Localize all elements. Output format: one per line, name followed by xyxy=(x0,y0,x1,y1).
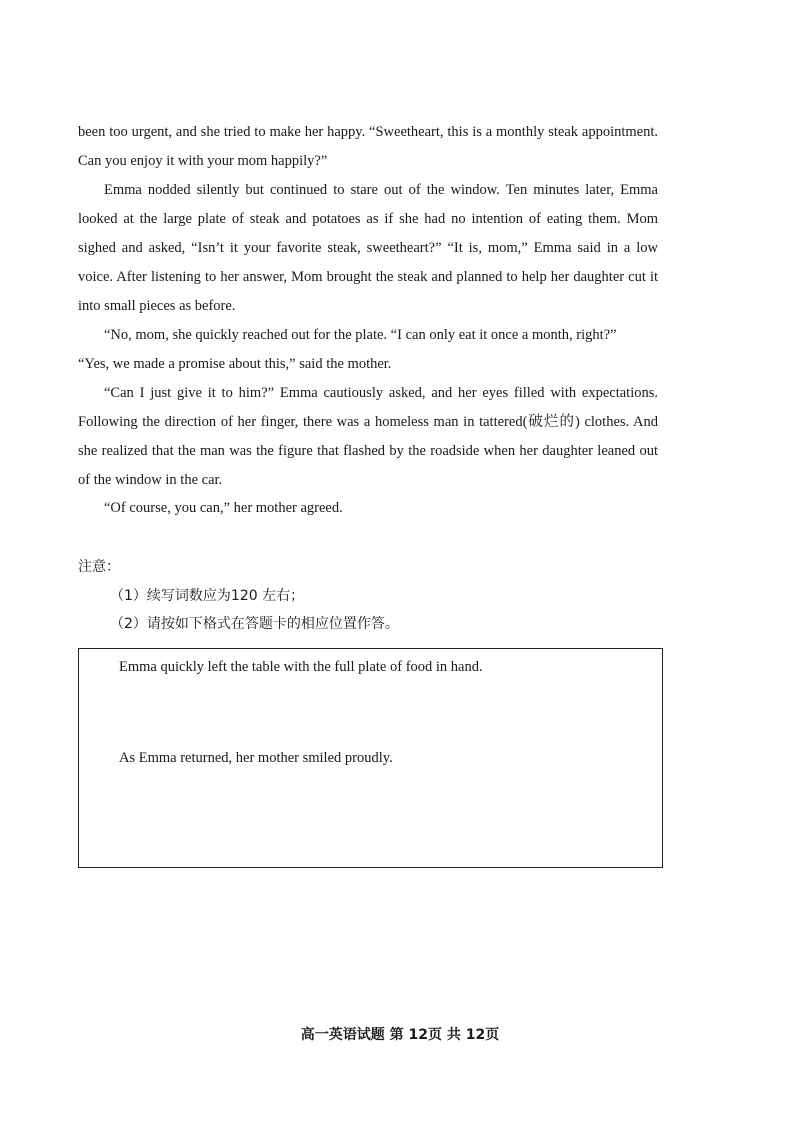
notice-item-answer-format: （2）请按如下格式在答题卡的相应位置作答。 xyxy=(110,616,399,632)
passage-paragraph-6: “Of course, you can,” her mother agreed. xyxy=(104,500,343,516)
notice-heading: 注意： xyxy=(78,559,120,575)
passage-paragraph-3: “No, mom, she quickly reached out for the plate. “I can only eat it once a month, right?” xyxy=(104,327,617,343)
passage-paragraph-1: been too urgent, and she tried to make her happy. “Sweetheart, this is a monthly steak appointment. Can you enjoy it with your mom happily?” xyxy=(78,124,658,169)
passage-paragraph-5: “Can I just give it to him?” Emma cautiously asked, and her eyes filled with expectations. Following the direction of her finger, there was a homeless man in tattered(破烂的) clothes. And she realized that the man was the figure that flashed by the roadside when her daughter leaned out of the window in the car. xyxy=(78,385,658,488)
page-footer: 高一英语试题 第 12页 共 12页 xyxy=(300,1027,500,1043)
continuation-prompt-1: Emma quickly left the table with the full plate of food in hand. xyxy=(119,659,483,675)
notice-item-word-count: （1）续写词数应为120 左右； xyxy=(110,588,305,604)
passage-paragraph-4: “Yes, we made a promise about this,” said the mother. xyxy=(78,356,392,372)
continuation-prompt-2: As Emma returned, her mother smiled proudly. xyxy=(119,750,393,766)
passage-paragraph-2: Emma nodded silently but continued to stare out of the window. Ten minutes later, Emma looked at the large plate of steak and potatoes as if she had no intention of eating them. Mom sighed and asked, “Isn’t it your favorite steak, sweetheart?” “It is, mom,” Emma said in a low voice. After listening to her answer, Mom brought the steak and planned to help her daughter cut it into small pieces as before. xyxy=(78,182,658,314)
answer-format-box xyxy=(78,648,663,868)
